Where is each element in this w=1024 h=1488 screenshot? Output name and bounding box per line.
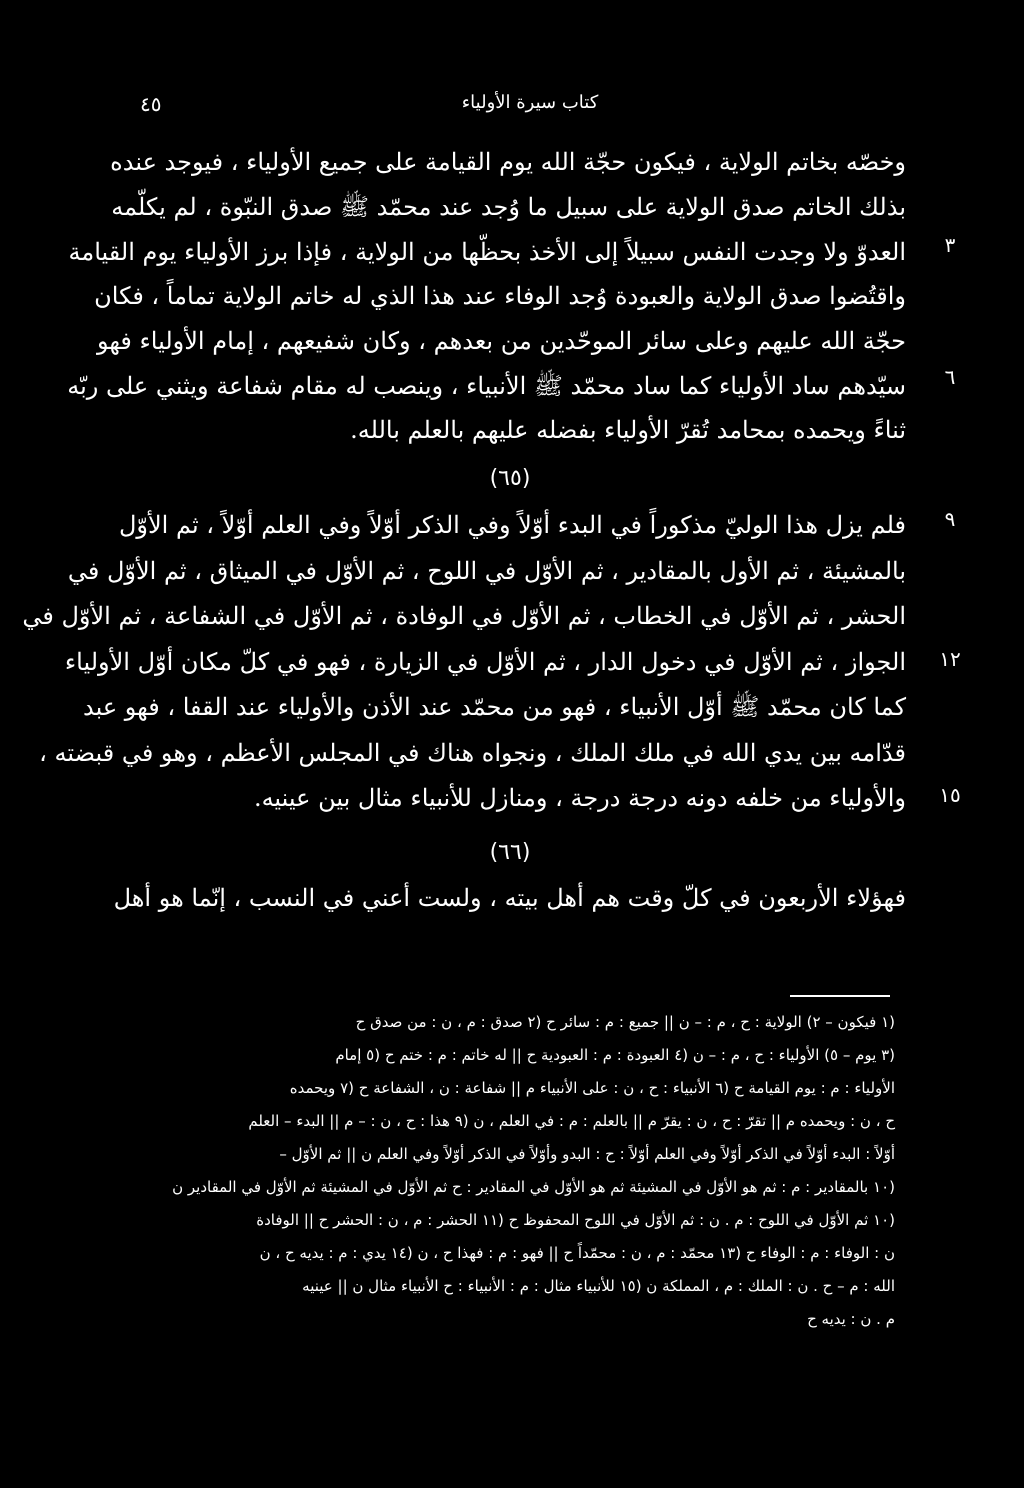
line-number-6: ٦: [944, 365, 956, 389]
footnotes: [125, 1008, 895, 1438]
footnote-line: (٣ يوم – ٥) الأولياء : ح ، م : – ن (٤ العبودة : م : العبودية ح || له خاتم : م : ختم ح (٥ إمام: [335, 1046, 895, 1064]
line-number-12: ١٢: [939, 647, 961, 671]
text-line: كما كان محمّد ﷺ أوّل الأنبياء ، فهو من محمّد عند الأذن والأولياء عند القفا ، فهو عبد: [82, 693, 906, 721]
text-line: العدوّ ولا وجدت النفس سبيلاً إلى الأخذ بحظّها من الولاية ، فإذا برز الأولياء يوم القيامة: [68, 238, 906, 266]
footnote-line: (١٠ بالمقادير : م : ثم هو الأوّل في المشيئة ثم هو الأوّل في المقادير : ح ثم الأوّل في المشيئة ثم الأوّل في المقادير ن: [172, 1178, 895, 1196]
text-line: سيّدهم ساد الأولياء كما ساد محمّد ﷺ الأنبياء ، وينصب له مقام شفاعة ويثني على ربّه: [67, 372, 906, 400]
footnote-line: ح ، ن : ويحمده م || تقرّ : ح ، ن : يقرّ م || بالعلم : م : في العلم ، ن (٩ هذا : ح ، ن : – م || البدء – العلم: [248, 1112, 895, 1130]
footnote-line: (١ فيكون – ٢) الولاية : ح ، م : – ن || جميع : م : سائر ح (٢ صدق : م ، ن : من صدق ح: [355, 1013, 895, 1031]
text-line: ثناءً ويحمده بمحامد تُقرّ الأولياء بفضله عليهم بالعلم بالله.: [350, 416, 906, 444]
text-line: بذلك الخاتم صدق الولاية على سبيل ما وُجد عند محمّد ﷺ صدق النبّوة ، لم يكلّمه: [111, 193, 906, 221]
text-line: الجواز ، ثم الأوّل في دخول الدار ، ثم الأوّل في الزيارة ، فهو في كلّ مكان أوّل الأولياء: [64, 648, 906, 676]
footnote-line: أوّلاً : البدء أوّلاً في الذكر أوّلاً وفي العلم أوّلاً : ح : البدو وأوّلاً في الذكر أوّلاً وفي العلم ن || ثم الأوّل –: [279, 1145, 895, 1163]
line-number-3: ٣: [944, 233, 956, 257]
page-number: ٤٥: [140, 92, 162, 116]
line-number-9: ٩: [944, 507, 956, 531]
text-line: قدّامه بين يدي الله في ملك الملك ، ونجواه هناك في المجلس الأعظم ، وهو في قبضته ،: [39, 739, 906, 767]
text-line: فهؤلاء الأربعون في كلّ وقت هم أهل بيته ، ولست أعني في النسب ، إنّما هو أهل: [113, 884, 906, 912]
footnote-line: الله : م – ح . ن : الملك : م ، المملكة ن (١٥ للأنبياء مثال : م : الأنبياء : ح الأنبياء مثال ن || عينيه: [302, 1277, 895, 1295]
text-line: الحشر ، ثم الأوّل في الخطاب ، ثم الأوّل في الوفادة ، ثم الأوّل في الشفاعة ، ثم الأوّل في: [22, 602, 906, 630]
running-header: [140, 92, 880, 122]
text-line: وخصّه بخاتم الولاية ، فيكون حجّة الله يوم القيامة على جميع الأولياء ، فيوجد عنده: [110, 148, 906, 176]
text-line: واقتُضوا صدق الولاية والعبودة وُجد الوفاء عند هذا الذي له خاتم الولاية تماماً ، فكان: [94, 282, 906, 310]
footnote-line: م . ن : يديه ح: [807, 1310, 895, 1328]
footnote-divider: [790, 995, 890, 997]
footnote-line: الأولياء : م : يوم القيامة ح (٦ الأنبياء : ح ، ن : على الأنبياء م || شفاعة : ن ، الشفاعة ح (٧ ويحمده: [289, 1079, 895, 1097]
section-number-65: (٦٥): [489, 466, 531, 491]
footnote-line: (١٠ ثم الأوّل في اللوح : م . ن : ثم الأوّل في اللوح المحفوظ ح (١١ الحشر : م ، ن : الحشر ح || الوفادة: [256, 1211, 895, 1229]
section-number-66: (٦٦): [489, 840, 531, 865]
text-line: بالمشيئة ، ثم الأول بالمقادير ، ثم الأوّل في اللوح ، ثم الأوّل في الميثاق ، ثم الأوّل في: [67, 557, 906, 585]
book-title: كتاب سيرة الأولياء: [461, 92, 599, 113]
line-number-15: ١٥: [939, 783, 961, 807]
text-line: فلم يزل هذا الوليّ مذكوراً في البدء أوّلاً وفي الذكر أوّلاً وفي العلم أوّلاً ، ثم الأوّل: [118, 511, 906, 539]
footnote-line: ن : الوفاء : م : الوفاء ح (١٣ محمّد : م ، ن : محمّداً ح || فهو : م : فهذا ح ، ن (١٤ يدي : م : يديه ح ، ن: [259, 1244, 895, 1262]
text-line: حجّة الله عليهم وعلى سائر الموحّدين من بعدهم ، وكان شفيعهم ، إمام الأولياء فهو: [96, 327, 906, 355]
text-line: والأولياء من خلفه دونه درجة درجة ، ومنازل للأنبياء مثال بين عينيه.: [253, 784, 906, 812]
